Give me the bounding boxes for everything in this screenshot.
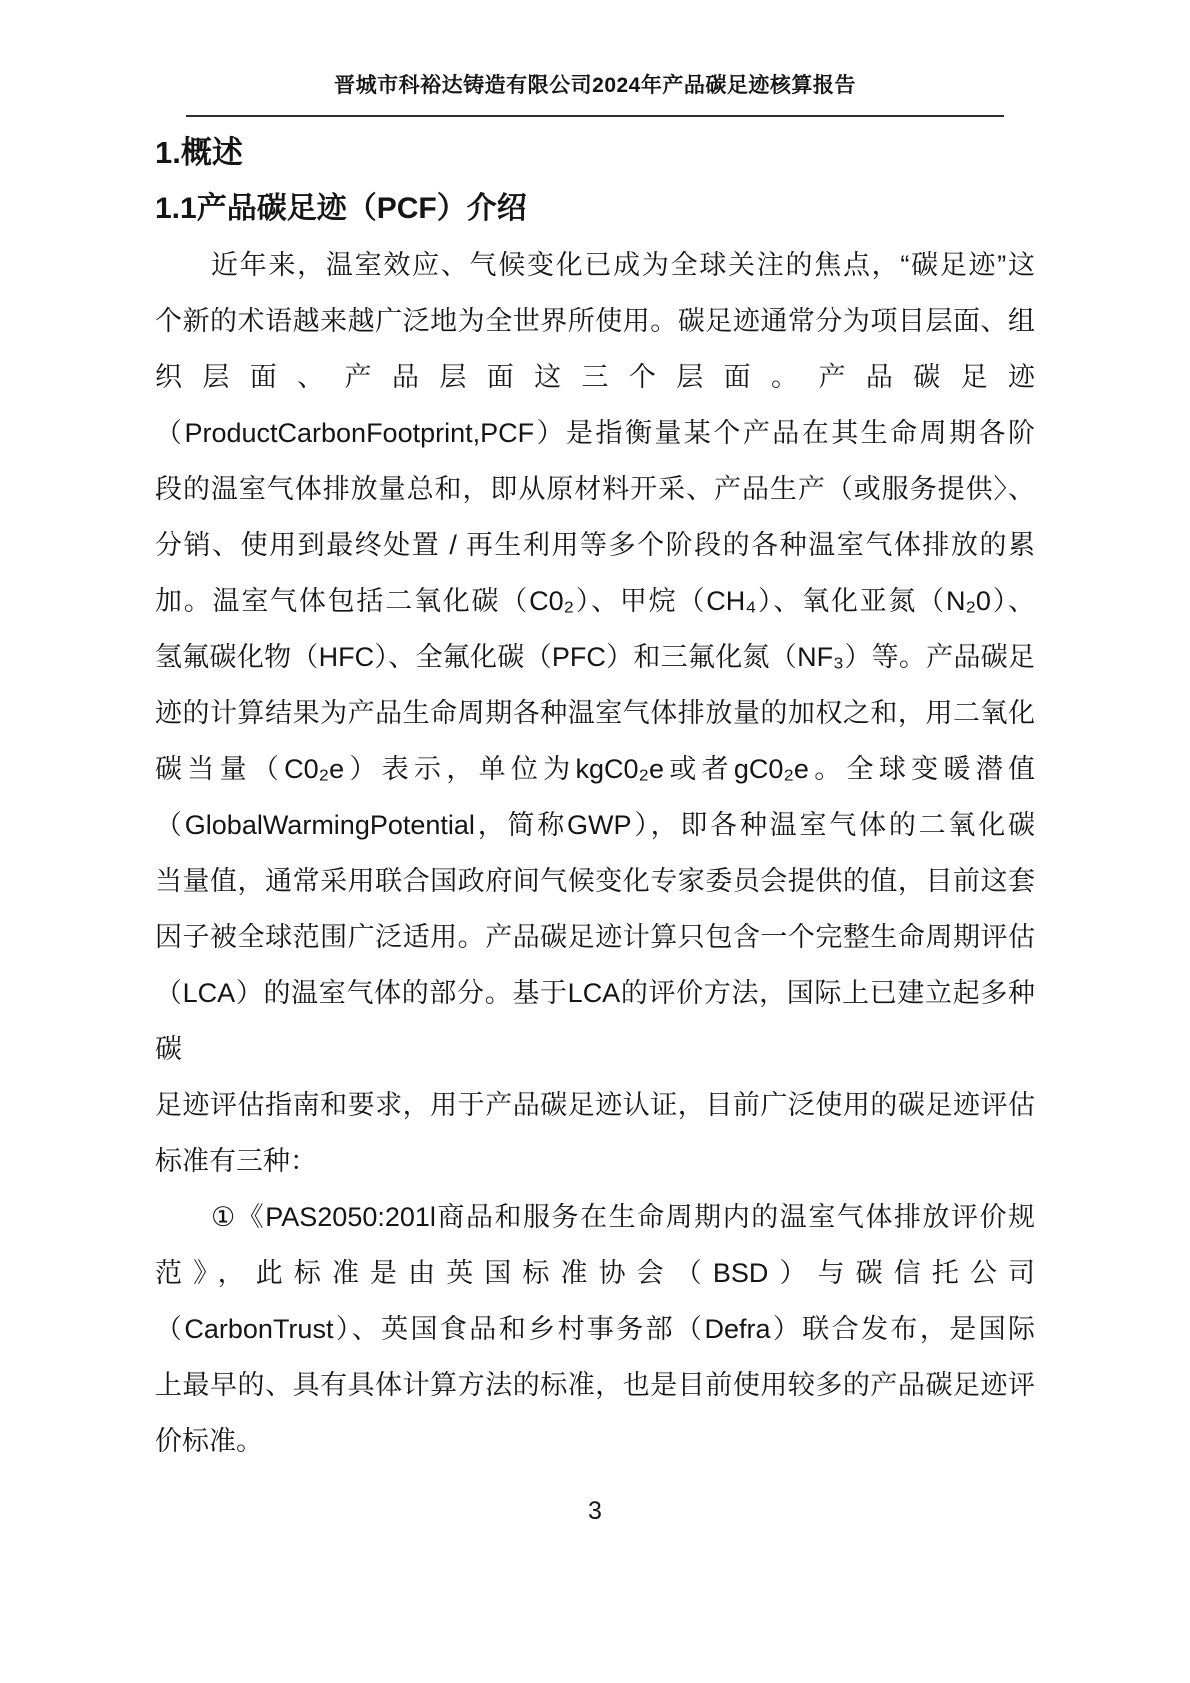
text-line: （LCA）的温室气体的部分。基于LCA的评价方法，国际上已建立起多种碳: [155, 978, 1035, 1064]
text-line: （GlobalWarmingPotential，简称GWP），即各种温室气体的二氧化碳: [155, 810, 1035, 840]
section-heading: 1.概述: [155, 135, 243, 170]
text-line: 足迹评估指南和要求，用于产品碳足迹认证，目前广泛使用的碳足迹评估: [155, 1090, 1035, 1120]
document-body: [0, 117, 1190, 1469]
text-line: 当量值，通常采用联合国政府间气候变化专家委员会提供的值，目前这套: [155, 866, 1035, 896]
text-line: 标准有三种：: [155, 1146, 317, 1176]
text-line: 个新的术语越来越广泛地为全世界所使用。碳足迹通常分为项目层面、组: [155, 306, 1035, 336]
page-header: [0, 0, 1190, 117]
paragraph-1: [155, 237, 1035, 1189]
subsection-heading: 1.1产品碳足迹（PCF）介绍: [155, 192, 527, 225]
text-line: 织层面、产品层面这三个层面。产品碳足迹: [155, 362, 1035, 392]
text-line: （CarbonTrust）、英国食品和乡村事务部（Defra）联合发布，是国际: [155, 1314, 1035, 1344]
text-line: 分销、使用到最终处置 / 再生利用等多个阶段的各种温室气体排放的累: [155, 530, 1035, 560]
text-line: 上最早的、具有具体计算方法的标准，也是目前使用较多的产品碳足迹评: [155, 1370, 1035, 1400]
text-line: （ProductCarbonFootprint,PCF）是指衡量某个产品在其生命周期各阶: [155, 418, 1035, 448]
text-line: 因子被全球范围广泛适用。产品碳足迹计算只包含一个完整生命周期评估: [155, 922, 1035, 952]
text-line: 碳当量（C0₂e）表示，单位为kgC0₂e或者gC0₂e。全球变暖潜值: [155, 754, 1035, 784]
text-line: 近年来，温室效应、气候变化已成为全球关注的焦点，“碳足迹”这: [211, 250, 1035, 280]
text-line: 迹的计算结果为产品生命周期各种温室气体排放量的加权之和，用二氧化: [155, 698, 1035, 728]
text-line: 加。温室气体包括二氧化碳（C0₂）、甲烷（CH₄）、氧化亚氮（N₂0）、: [155, 586, 1035, 616]
text-line: 范》，此标准是由英国标准协会（BSD）与碳信托公司: [155, 1258, 1035, 1288]
paragraph-2: [155, 1189, 1035, 1469]
header-title: 晋城市科裕达铸造有限公司2024年产品碳足迹核算报告: [334, 74, 856, 97]
text-line: 氢氟碳化物（HFC）、全氟化碳（PFC）和三氟化氮（NF₃）等。产品碳足: [155, 642, 1035, 672]
page-number: 3: [588, 1497, 602, 1525]
text-line: 段的温室气体排放量总和，即从原材料开采、产品生产（或服务提供〉、: [155, 474, 1035, 504]
text-line: ①《PAS2050:201l商品和服务在生命周期内的温室气体排放评价规: [211, 1202, 1035, 1232]
text-line: 价标准。: [155, 1426, 263, 1456]
page-footer: [0, 1496, 1190, 1526]
